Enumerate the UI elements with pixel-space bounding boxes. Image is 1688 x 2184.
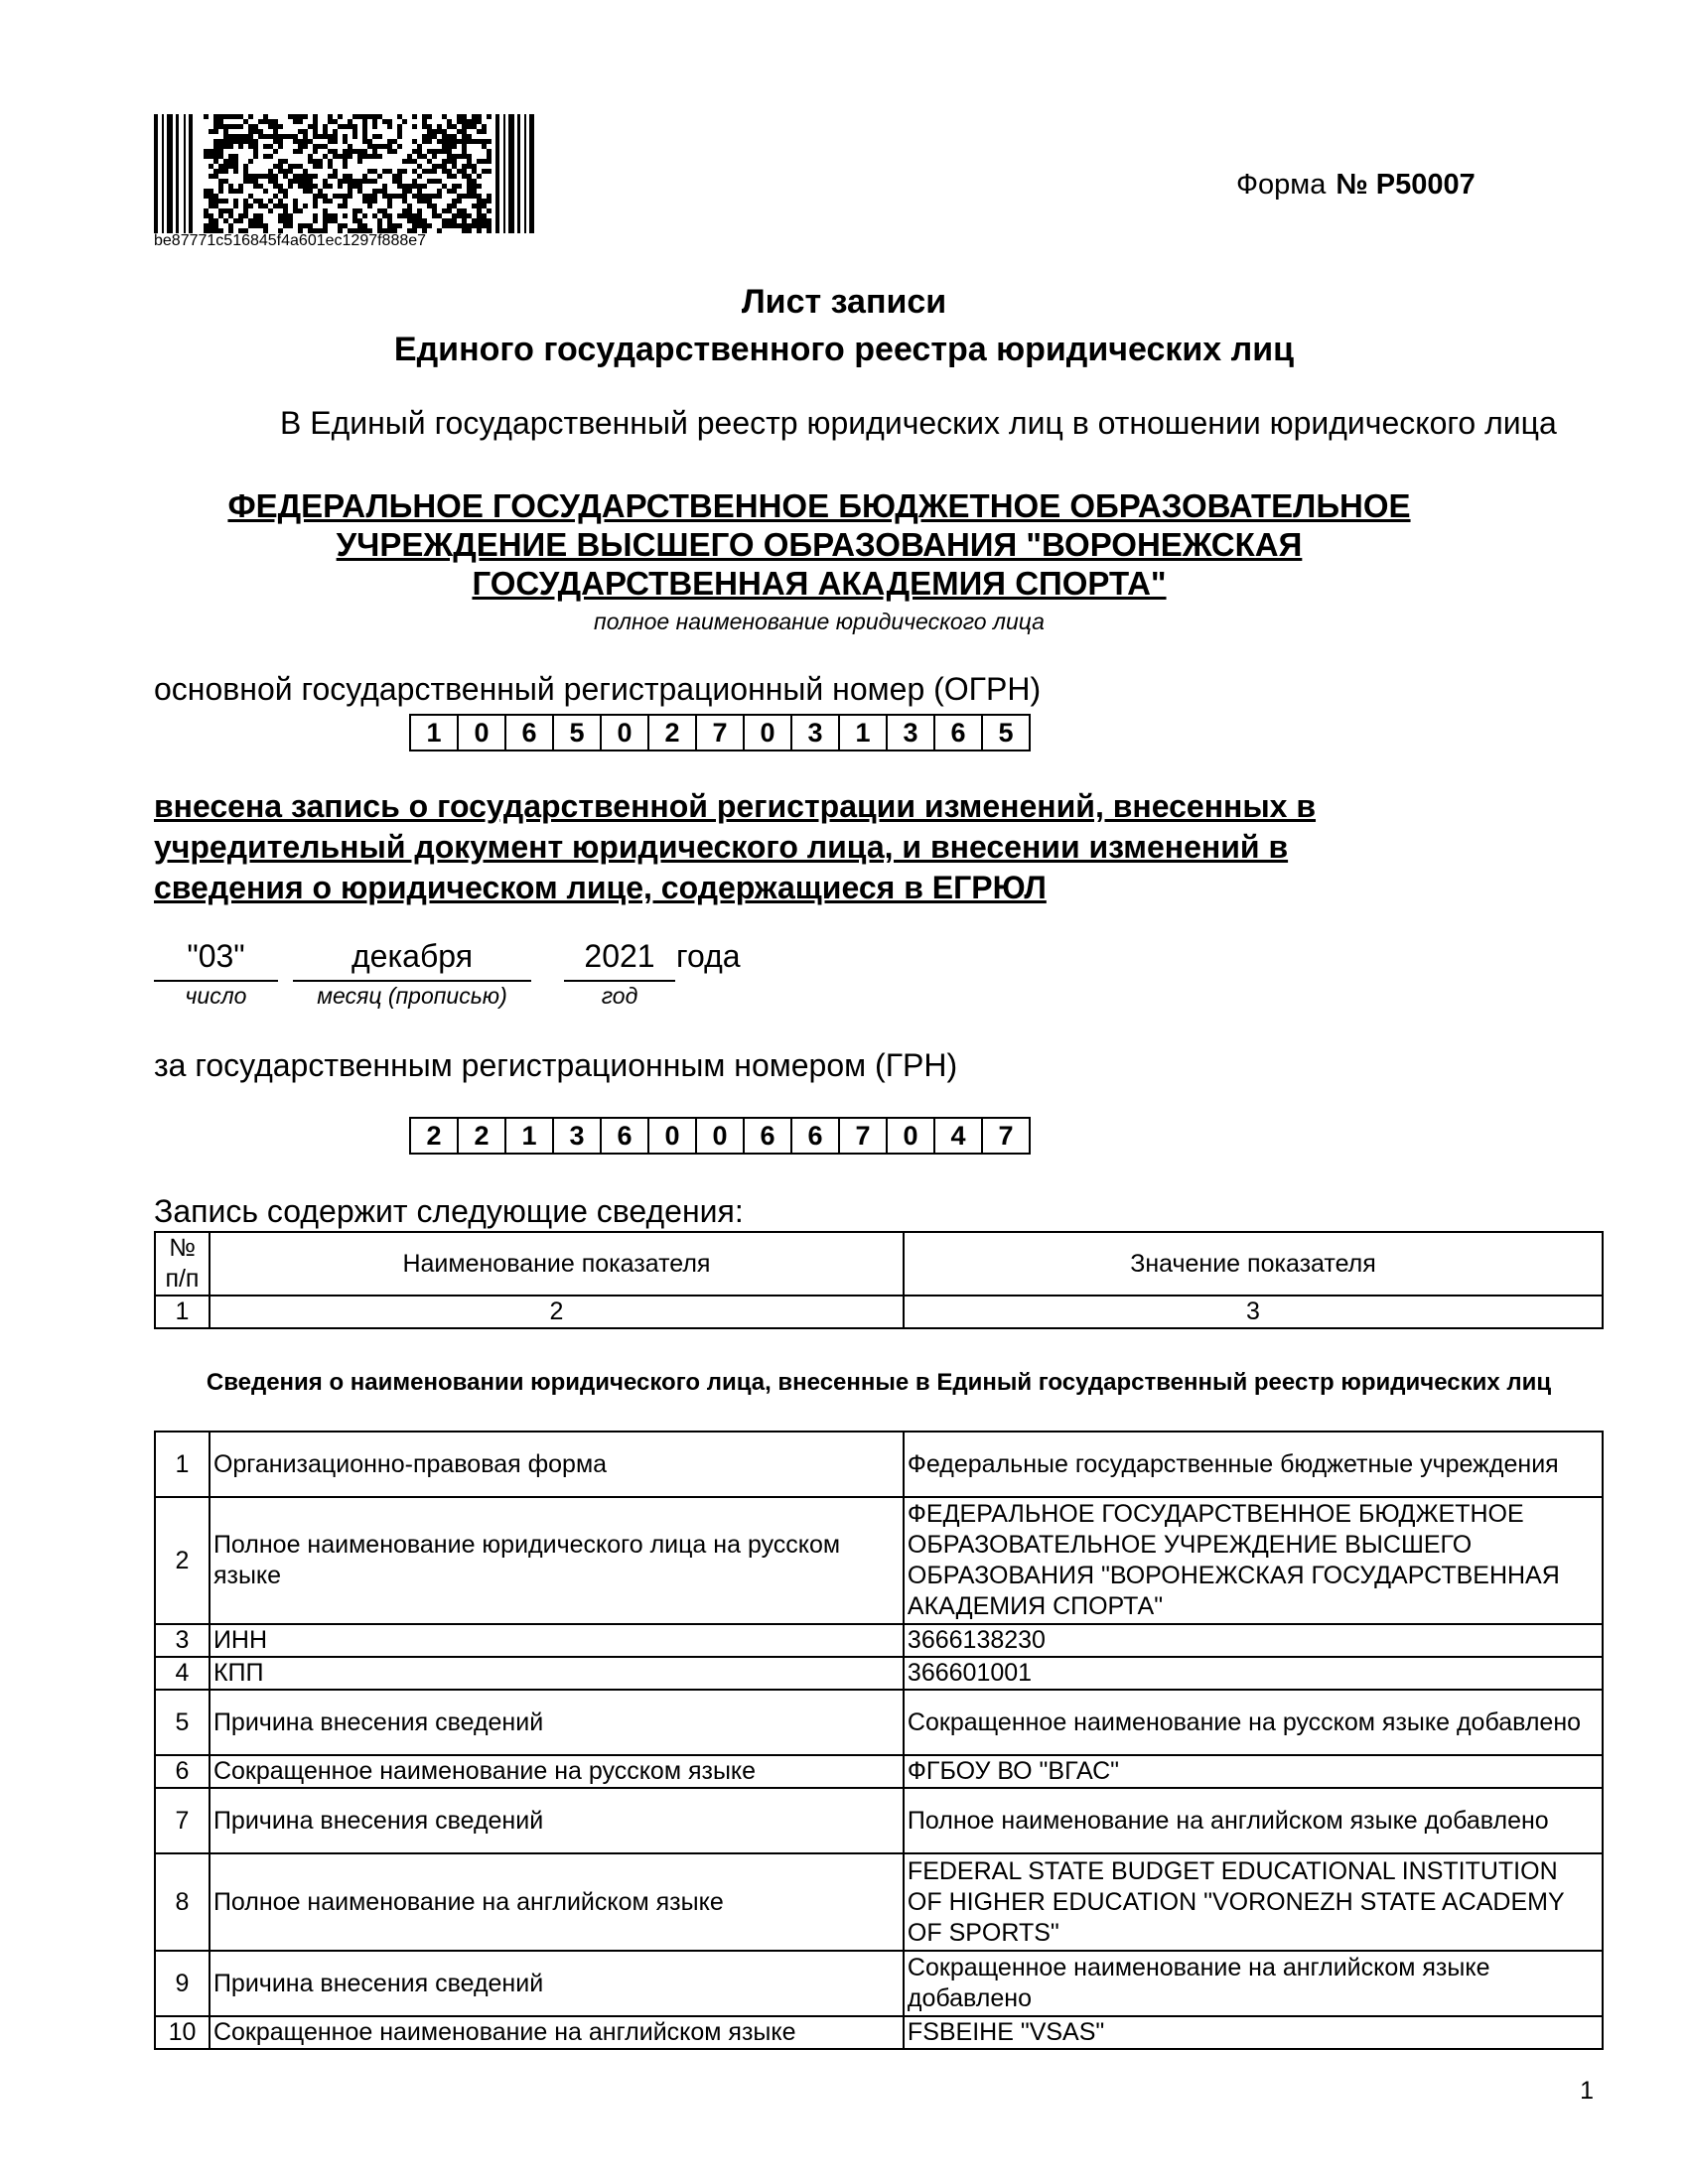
digit-cell: 0	[459, 714, 506, 751]
row-name: Причина внесения сведений	[210, 1788, 904, 1853]
row-value: Сокращенное наименование на английском языке добавлено	[904, 1951, 1603, 2016]
digit-cell: 6	[935, 714, 983, 751]
row-name: Организационно-правовая форма	[210, 1432, 904, 1497]
digit-cell: 6	[602, 1117, 649, 1155]
col-number-header: № п/п	[155, 1232, 210, 1296]
digit-cell: 4	[935, 1117, 983, 1155]
col-value-index: 3	[904, 1296, 1603, 1328]
row-number: 7	[155, 1788, 210, 1853]
row-number: 6	[155, 1755, 210, 1788]
digit-cell: 1	[506, 1117, 554, 1155]
col-number-index: 1	[155, 1296, 210, 1328]
data-table	[154, 1431, 1604, 2050]
row-value: Полное наименование на английском языке добавлено	[904, 1788, 1603, 1853]
row-name: Причина внесения сведений	[210, 1951, 904, 2016]
page-subtitle: Единого государственного реестра юридических лиц	[393, 331, 1295, 368]
org-name-line: ГОСУДАРСТВЕННАЯ АКАДЕМИЯ СПОРТА"	[472, 565, 1167, 602]
row-value: FEDERAL STATE BUDGET EDUCATIONAL INSTITUTION OF HIGHER EDUCATION "VORONEZH STATE ACADEMY OF SPORTS"	[904, 1853, 1603, 1951]
table-row	[155, 1690, 1603, 1755]
digit-cell: 0	[697, 1117, 745, 1155]
digit-cell: 7	[983, 1117, 1031, 1155]
org-name-line: УЧРЕЖДЕНИЕ ВЫСШЕГО ОБРАЗОВАНИЯ "ВОРОНЕЖСКАЯ	[336, 526, 1303, 563]
row-value: 366601001	[904, 1657, 1603, 1690]
barcode-code: be87771c516845f4a601ec1297f888e7	[154, 232, 427, 249]
digit-cell: 5	[554, 714, 602, 751]
digit-cell: 1	[840, 714, 888, 751]
ogrn-digit-boxes	[409, 714, 1031, 751]
org-name-caption: полное наименование юридического лица	[594, 609, 1045, 634]
table-row	[155, 1788, 1603, 1853]
row-value: ФГБОУ ВО "ВГАС"	[904, 1755, 1603, 1788]
digit-cell: 7	[840, 1117, 888, 1155]
row-number: 4	[155, 1657, 210, 1690]
row-value: Федеральные государственные бюджетные учреждения	[904, 1432, 1603, 1497]
table-row	[155, 1657, 1603, 1690]
month-caption: месяц (прописью)	[317, 983, 507, 1009]
intro-text: В Единый государственный реестр юридических лиц в отношении юридического лица	[280, 405, 1557, 441]
form-number	[1236, 169, 1476, 202]
record-statement	[154, 786, 1544, 908]
date-suffix: года	[676, 938, 741, 974]
row-name: КПП	[210, 1657, 904, 1690]
row-number: 9	[155, 1951, 210, 2016]
row-name: Сокращенное наименование на английском языке	[210, 2016, 904, 2049]
row-number: 5	[155, 1690, 210, 1755]
row-value: 3666138230	[904, 1624, 1603, 1657]
record-line: учредительный документ юридического лица, и внесении изменений в	[154, 829, 1289, 865]
table-row	[155, 1497, 1603, 1624]
form-code: № Р50007	[1336, 169, 1476, 201]
org-name	[154, 486, 1484, 603]
digit-cell: 6	[745, 1117, 792, 1155]
digit-cell: 0	[649, 1117, 697, 1155]
table-row	[155, 1755, 1603, 1788]
row-value: ФЕДЕРАЛЬНОЕ ГОСУДАРСТВЕННОЕ БЮДЖЕТНОЕ ОБРАЗОВАТЕЛЬНОЕ УЧРЕЖДЕНИЕ ВЫСШЕГО ОБРАЗОВАНИЯ "ВОРОНЕЖСКАЯ ГОСУДАРСТВЕННАЯ АКАДЕМИЯ СПОРТА"	[904, 1497, 1603, 1624]
table-intro: Запись содержит следующие сведения:	[154, 1193, 744, 1229]
row-name: ИНН	[210, 1624, 904, 1657]
row-number: 8	[155, 1853, 210, 1951]
digit-cell: 3	[554, 1117, 602, 1155]
table-row	[155, 2016, 1603, 2049]
digit-cell: 2	[459, 1117, 506, 1155]
row-value: FSBEIHE "VSAS"	[904, 2016, 1603, 2049]
header-table	[154, 1231, 1604, 1329]
date-day: "03"	[154, 938, 278, 982]
date-year: 2021	[564, 938, 675, 982]
digit-cell: 6	[792, 1117, 840, 1155]
grn-label: за государственным регистрационным номером (ГРН)	[154, 1047, 958, 1083]
page-title: Лист записи	[741, 283, 947, 321]
digit-cell: 1	[411, 714, 459, 751]
digit-cell: 3	[792, 714, 840, 751]
digit-cell: 2	[649, 714, 697, 751]
row-number: 1	[155, 1432, 210, 1497]
digit-cell: 0	[888, 1117, 935, 1155]
day-caption: число	[185, 983, 247, 1009]
table-row	[155, 1951, 1603, 2016]
digit-cell: 2	[411, 1117, 459, 1155]
record-line: внесена запись о государственной регистрации изменений, внесенных в	[154, 788, 1317, 824]
row-name: Сокращенное наименование на русском языке	[210, 1755, 904, 1788]
digit-cell: 6	[506, 714, 554, 751]
date-month: декабря	[293, 938, 531, 982]
row-number: 2	[155, 1497, 210, 1624]
col-name-index: 2	[210, 1296, 904, 1328]
section-title: Сведения о наименовании юридического лица, внесенные в Единый государственный реестр юридических лиц	[206, 1369, 1552, 1396]
col-name-header: Наименование показателя	[210, 1232, 904, 1296]
form-label: Форма	[1236, 169, 1327, 201]
row-value: Сокращенное наименование на русском языке добавлено	[904, 1690, 1603, 1755]
table-row	[155, 1624, 1603, 1657]
digit-cell: 5	[983, 714, 1031, 751]
col-value-header: Значение показателя	[904, 1232, 1603, 1296]
row-number: 3	[155, 1624, 210, 1657]
row-name: Полное наименование юридического лица на русском языке	[210, 1497, 904, 1624]
row-number: 10	[155, 2016, 210, 2049]
org-name-line: ФЕДЕРАЛЬНОЕ ГОСУДАРСТВЕННОЕ БЮДЖЕТНОЕ ОБРАЗОВАТЕЛЬНОЕ	[227, 487, 1411, 524]
digit-cell: 0	[602, 714, 649, 751]
ogrn-label: основной государственный регистрационный номер (ОГРН)	[154, 671, 1042, 707]
year-caption: год	[601, 983, 638, 1009]
table-row	[155, 1853, 1603, 1951]
page-number: 1	[1580, 2077, 1594, 2105]
table-row	[155, 1432, 1603, 1497]
grn-digit-boxes	[409, 1117, 1031, 1155]
digit-cell: 3	[888, 714, 935, 751]
digit-cell: 7	[697, 714, 745, 751]
barcode-image	[154, 114, 534, 233]
row-name: Полное наименование на английском языке	[210, 1853, 904, 1951]
digit-cell: 0	[745, 714, 792, 751]
row-name: Причина внесения сведений	[210, 1690, 904, 1755]
record-line: сведения о юридическом лице, содержащиеся в ЕГРЮЛ	[154, 870, 1047, 905]
